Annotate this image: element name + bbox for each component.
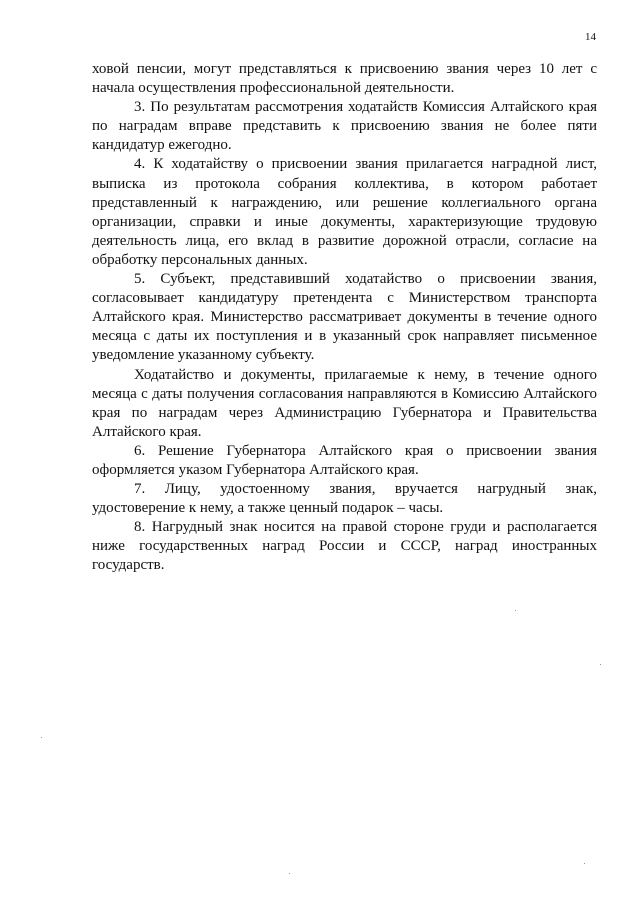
page-number: 14 (585, 31, 596, 43)
scan-speck (41, 737, 42, 738)
scan-speck (289, 873, 290, 874)
paragraph-item-5: 5. Субъект, представивший ходатайство о присвоении звания, согласовывает кандидатуру претендента с Министерством транспорта Алтайского края. Министерство рассматривает документы в течение одного месяца с даты их поступления и в указанный срок направляет письменное уведомление указанному субъекту. (92, 271, 597, 364)
scan-speck (584, 863, 585, 864)
paragraph-item-6: 6. Решение Губернатора Алтайского края о присвоении звания оформляется указом Губернатора Алтайского края. (92, 442, 597, 478)
document-body (92, 60, 597, 576)
paragraph-item-3: 3. По результатам рассмотрения ходатайств Комиссия Алтайского края по наградам вправе представить к присвоению звания не более пяти кандидатур ежегодно. (92, 99, 597, 154)
paragraph-continuation: ховой пенсии, могут представляться к присвоению звания через 10 лет с начала осуществления профессиональной деятельности. (92, 61, 597, 97)
scan-speck (600, 664, 601, 665)
paragraph-item-8: 8. Нагрудный знак носится на правой стороне груди и располагается ниже государственных наград России и СССР, наград иностранных государств. (92, 519, 597, 574)
paragraph-item-5-continued: Ходатайство и документы, прилагаемые к нему, в течение одного месяца с даты получения согласования направляются в Комиссию Алтайского края по наградам через Администрацию Губернатора и Правительства Алтайского края. (92, 366, 597, 440)
paragraph-item-7: 7. Лицу, удостоенному звания, вручается нагрудный знак, удостоверение к нему, а также ценный подарок – часы. (92, 481, 597, 517)
scan-speck (515, 610, 516, 611)
paragraph-item-4: 4. К ходатайству о присвоении звания прилагается наградной лист, выписка из протокола собрания коллектива, в котором работает представленный к награждению, или решение коллегиального органа организации, справки и иные документы, характеризующие трудовую деятельность лица, его вклад в развитие дорожной отрасли, согласие на обработку персональных данных. (92, 156, 597, 268)
